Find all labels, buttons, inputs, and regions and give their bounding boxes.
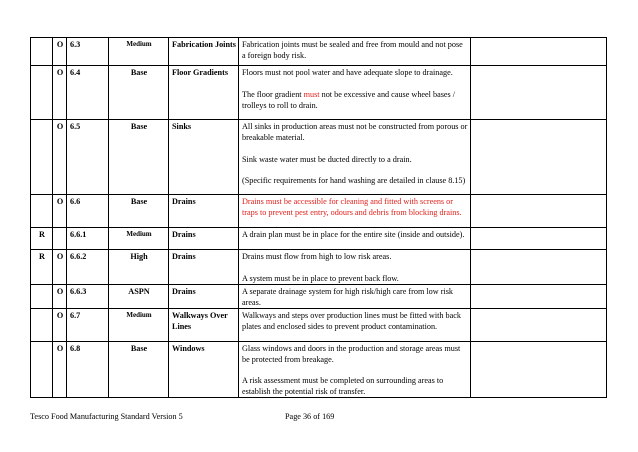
cell-col1 [31,284,53,308]
table-row [31,120,607,195]
clause-title: Walkways Over Lines [169,308,239,341]
requirement-text [239,341,471,398]
cell-col2: O [53,308,67,341]
clause-title: Drains [169,284,239,308]
clause-number: 6.8 [67,341,109,398]
cell-col2: O [53,38,67,66]
requirement-paragraph: All sinks in production areas must not be constructed from porous or breakable material. [242,122,468,142]
category: Medium [109,38,169,66]
requirement-paragraph: A system must be in place to prevent back flow. [242,273,399,283]
cell-col2: O [53,284,67,308]
cell-col1 [31,308,53,341]
notes-cell [471,284,607,308]
clause-number: 6.5 [67,120,109,195]
requirement-paragraph: Sink waste water must be ducted directly to a drain. [242,154,412,164]
table-row [31,38,607,66]
clause-title: Drains [169,195,239,228]
table-row [31,341,607,398]
clause-number: 6.6.1 [67,228,109,250]
cell-col2: O [53,195,67,228]
notes-cell [471,341,607,398]
requirement-paragraph: Fabrication joints must be sealed and free from mould and not pose a foreign body risk. [242,40,463,60]
requirement-paragraph: A risk assessment must be completed on surrounding areas to establish the potential risk of transfer. [242,376,444,397]
notes-cell [471,38,607,66]
notes-cell [471,250,607,285]
category: Base [109,195,169,228]
notes-cell [471,308,607,341]
clause-title: Sinks [169,120,239,195]
cell-col2: O [53,120,67,195]
clause-number: 6.4 [67,66,109,120]
requirement-paragraph: Walkways and steps over production lines must be fitted with back plates and enclosed sides to prevent product contamination. [242,310,461,331]
requirement-paragraph: Floors must not pool water and have adequate slope to drainage. [242,68,453,77]
requirement-text [239,308,471,341]
cell-col2 [53,228,67,250]
table-row [31,66,607,120]
clause-number: 6.6.2 [67,250,109,285]
cell-col1 [31,341,53,398]
table-row [31,195,607,228]
requirement-paragraph: (Specific requirements for hand washing are detailed in clause 8.15) [242,176,466,186]
requirement-text [239,228,471,250]
requirement-text [239,120,471,195]
cell-col2: O [53,250,67,285]
cell-col1 [31,38,53,66]
clause-number: 6.6 [67,195,109,228]
requirement-text [239,195,471,228]
clause-number: 6.6.3 [67,284,109,308]
text-span: The floor gradient [242,89,304,99]
cell-col1 [31,195,53,228]
category: Base [109,120,169,195]
cell-col2: O [53,341,67,398]
table-row [31,284,607,308]
notes-cell [471,228,607,250]
clause-number: 6.7 [67,308,109,341]
text-span: not be excessive and cause wheel bases / trolleys to roll to drain. [242,89,456,110]
category: ASPN [109,284,169,308]
category: Base [109,341,169,398]
clause-number: 6.3 [67,38,109,66]
table-row [31,308,607,341]
category: Medium [109,228,169,250]
requirements-table [30,37,607,398]
clause-title: Floor Gradients [169,66,239,120]
notes-cell [471,120,607,195]
requirement-paragraph: A drain plan must be in place for the entire site (inside and outside). [242,230,465,239]
clause-title: Windows [169,341,239,398]
clause-title: Drains [169,250,239,285]
category: Medium [109,308,169,341]
cell-col1 [31,120,53,195]
requirement-paragraph: Drains must flow from high to low risk areas. [242,252,392,261]
table-row [31,250,607,285]
requirement-paragraph: Glass windows and doors in the production and storage areas must be protected from breakage. [242,343,461,364]
clause-title: Drains [169,228,239,250]
cell-col1 [31,66,53,120]
cell-col1: R [31,228,53,250]
emphasis-red: must [303,89,320,99]
category: High [109,250,169,285]
notes-cell [471,66,607,120]
cell-col2: O [53,66,67,120]
requirement-text [239,284,471,308]
requirement-paragraph [242,89,468,111]
footer-document-title: Tesco Food Manufacturing Standard Version 5 [30,412,183,421]
requirement-text [239,250,471,285]
notes-cell [471,195,607,228]
requirement-text [239,66,471,120]
requirement-text [239,38,471,66]
table-row [31,228,607,250]
cell-col1: R [31,250,53,285]
requirement-paragraph: A separate drainage system for high risk/high care from low risk areas. [242,286,453,307]
footer-page-number: Page 36 of 169 [285,412,335,421]
category: Base [109,66,169,120]
requirement-paragraph: Drains must be accessible for cleaning and fitted with screens or traps to prevent pest entry, odours and debris from blocking drains. [242,197,462,217]
clause-title: Fabrication Joints [169,38,239,66]
